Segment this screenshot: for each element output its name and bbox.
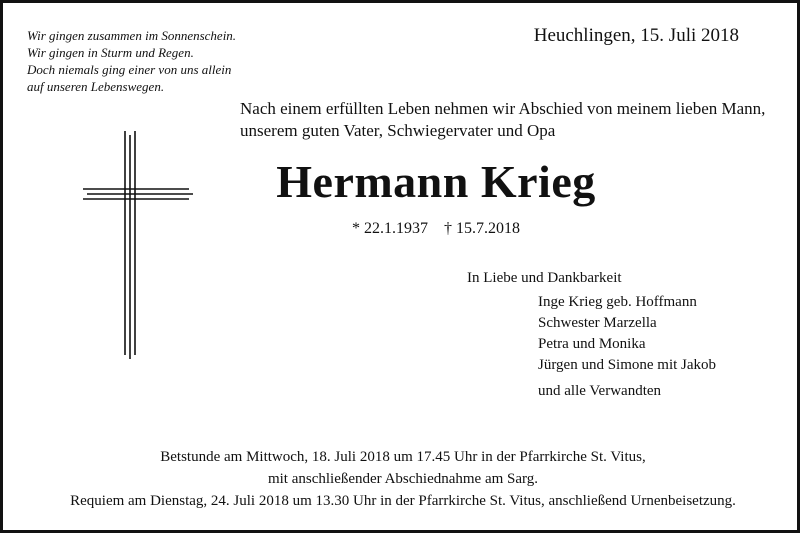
service-line: Betstunde am Mittwoch, 18. Juli 2018 um 17.45 Uhr in der Pfarrkirche St. Vitus, bbox=[160, 449, 646, 465]
poem-line: Doch niemals ging einer von uns allein bbox=[27, 62, 232, 77]
place-date: Heuchlingen, 15. Juli 2018 bbox=[533, 25, 739, 46]
mourner-name: Inge Krieg geb. Hoffmann bbox=[538, 294, 697, 310]
life-dates bbox=[3, 220, 800, 238]
deceased-name: Hermann Krieg bbox=[276, 156, 596, 207]
mourner-name: Jürgen und Simone mit Jakob bbox=[538, 357, 717, 373]
mourner-name: Petra und Monika bbox=[538, 336, 646, 352]
poem-line: auf unseren Lebenswegen. bbox=[27, 79, 165, 94]
birth-date: * 22.1.1937 bbox=[352, 220, 428, 237]
intro-line: Nach einem erfüllten Leben nehmen wir Abschied von meinem lieben Mann, bbox=[240, 99, 766, 118]
death-date: † 15.7.2018 bbox=[444, 220, 520, 237]
poem bbox=[27, 27, 236, 95]
mourners-list bbox=[538, 292, 716, 376]
mourner-name: Schwester Marzella bbox=[538, 315, 657, 331]
service-line: Requiem am Dienstag, 24. Juli 2018 um 13.30 Uhr in der Pfarrkirche St. Vitus, anschließend Urnenbeisetzung. bbox=[70, 493, 736, 509]
service-info bbox=[3, 446, 800, 512]
poem-line: Wir gingen zusammen im Sonnenschein. bbox=[27, 28, 237, 43]
mourners-heading: In Liebe und Dankbarkeit bbox=[467, 270, 622, 286]
service-line: mit anschließender Abschiednahme am Sarg. bbox=[267, 471, 539, 487]
poem-line: Wir gingen in Sturm und Regen. bbox=[27, 45, 194, 60]
relatives-line: und alle Verwandten bbox=[538, 383, 662, 399]
intro-text bbox=[240, 98, 765, 142]
intro-line: unserem guten Vater, Schwiegervater und Opa bbox=[240, 121, 556, 140]
